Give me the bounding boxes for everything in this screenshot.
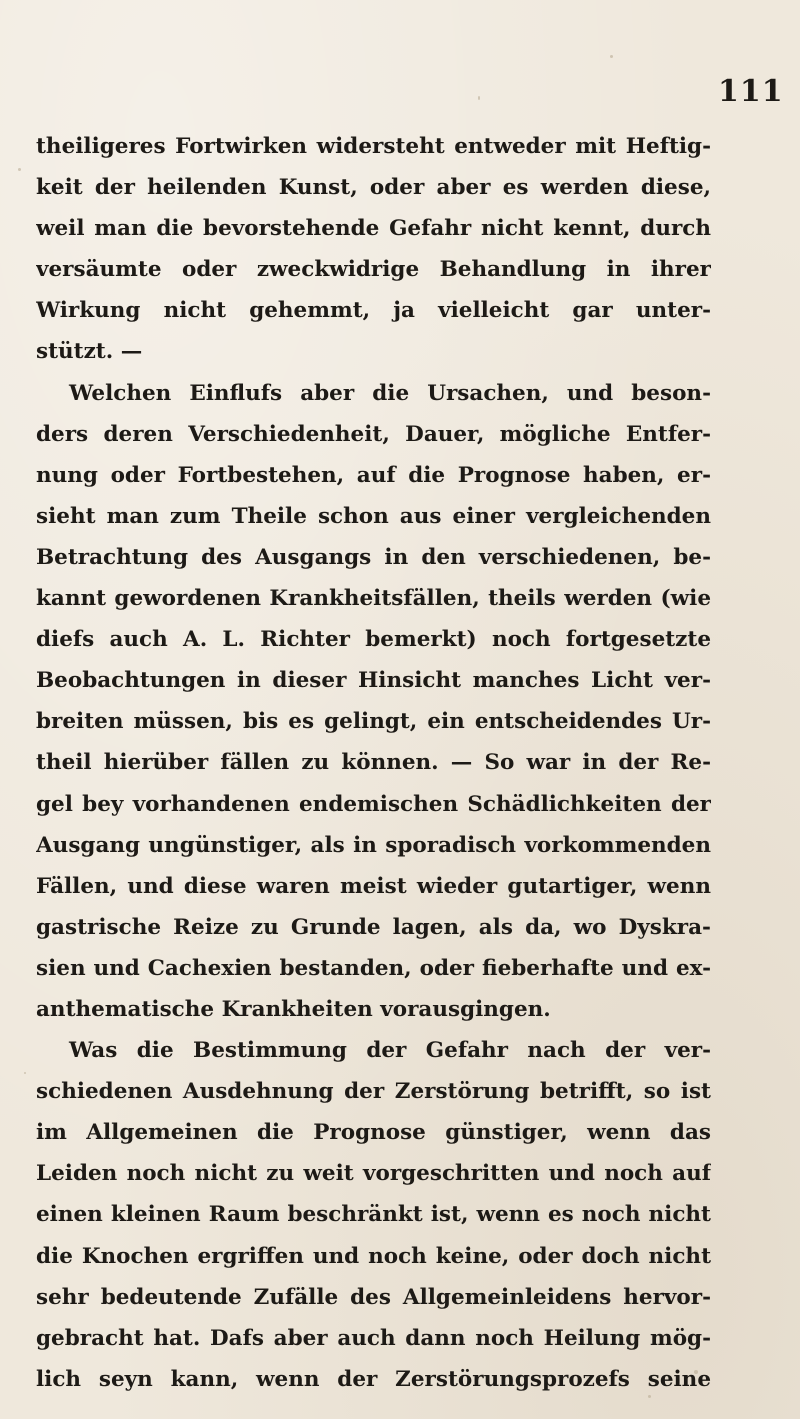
text-line: gastrische Reize zu Grunde lagen, als da, wo Dyskra- bbox=[36, 914, 711, 940]
text-line: gebracht hat. Dafs aber auch dann noch Heilung mög- bbox=[36, 1325, 711, 1351]
text-line: sehr bedeutende Zufälle des Allgemeinleidens hervor- bbox=[36, 1284, 711, 1310]
paper-speck bbox=[478, 96, 480, 100]
text-line: weil man die bevorstehende Gefahr nicht kennt, durch bbox=[36, 216, 711, 242]
text-line: kannt gewordenen Krankheitsfällen, theils werden (wie bbox=[36, 586, 711, 612]
text-line: anthematische Krankheiten vorausgingen. bbox=[36, 996, 551, 1022]
page-number: 111 bbox=[718, 74, 784, 109]
paper-speck bbox=[18, 168, 21, 171]
text-line: keit der heilenden Kunst, oder aber es werden diese, bbox=[36, 175, 711, 201]
text-line: diefs auch A. L. Richter bemerkt) noch fortgesetzte bbox=[36, 627, 711, 653]
paragraph-start-line: Welchen Einflufs aber die Ursachen, und beson- bbox=[69, 380, 711, 406]
text-line: Leiden noch nicht zu weit vorgeschritten und noch auf bbox=[36, 1161, 711, 1187]
paper-speck bbox=[24, 1072, 26, 1074]
text-line: stützt. — bbox=[36, 339, 143, 365]
text-line: einen kleinen Raum beschränkt ist, wenn es noch nicht bbox=[36, 1202, 711, 1228]
text-line: Beobachtungen in dieser Hinsicht manches Licht ver- bbox=[36, 668, 711, 694]
text-line: gel bey vorhandenen endemischen Schädlichkeiten der bbox=[36, 791, 711, 817]
text-line: die Knochen ergriffen und noch keine, oder doch nicht bbox=[36, 1243, 711, 1269]
text-line: versäumte oder zweckwidrige Behandlung in ihrer bbox=[36, 257, 711, 283]
body-text bbox=[36, 126, 711, 1400]
text-line: Ausgang ungünstiger, als in sporadisch vorkommenden bbox=[36, 832, 711, 858]
text-line: Fällen, und diese waren meist wieder gutartiger, wenn bbox=[36, 873, 711, 899]
text-line: breiten müssen, bis es gelingt, ein entscheidendes Ur- bbox=[36, 709, 711, 735]
text-line: schiedenen Ausdehnung der Zerstörung betrifft, so ist bbox=[36, 1079, 711, 1105]
text-line: lich seyn kann, wenn der Zerstörungsprozefs seine bbox=[36, 1366, 711, 1392]
text-line: nung oder Fortbestehen, auf die Prognose haben, er- bbox=[36, 462, 711, 488]
text-line: Wirkung nicht gehemmt, ja vielleicht gar unter- bbox=[36, 298, 711, 324]
text-line: Betrachtung des Ausgangs in den verschiedenen, be- bbox=[36, 544, 711, 570]
text-line: sieht man zum Theile schon aus einer vergleichenden bbox=[36, 503, 711, 529]
paragraph-start-line: Was die Bestimmung der Gefahr nach der ver- bbox=[69, 1038, 711, 1064]
text-line: im Allgemeinen die Prognose günstiger, wenn das bbox=[36, 1120, 711, 1146]
paper-speck bbox=[610, 55, 613, 58]
text-line: theil hierüber fällen zu können. — So war in der Re- bbox=[36, 750, 711, 776]
text-line: theiligeres Fortwirken widersteht entweder mit Heftig- bbox=[36, 134, 711, 159]
text-line: ders deren Verschiedenheit, Dauer, mögliche Entfer- bbox=[36, 421, 711, 447]
text-line: sien und Cachexien bestanden, oder fieberhafte und ex- bbox=[36, 955, 711, 981]
